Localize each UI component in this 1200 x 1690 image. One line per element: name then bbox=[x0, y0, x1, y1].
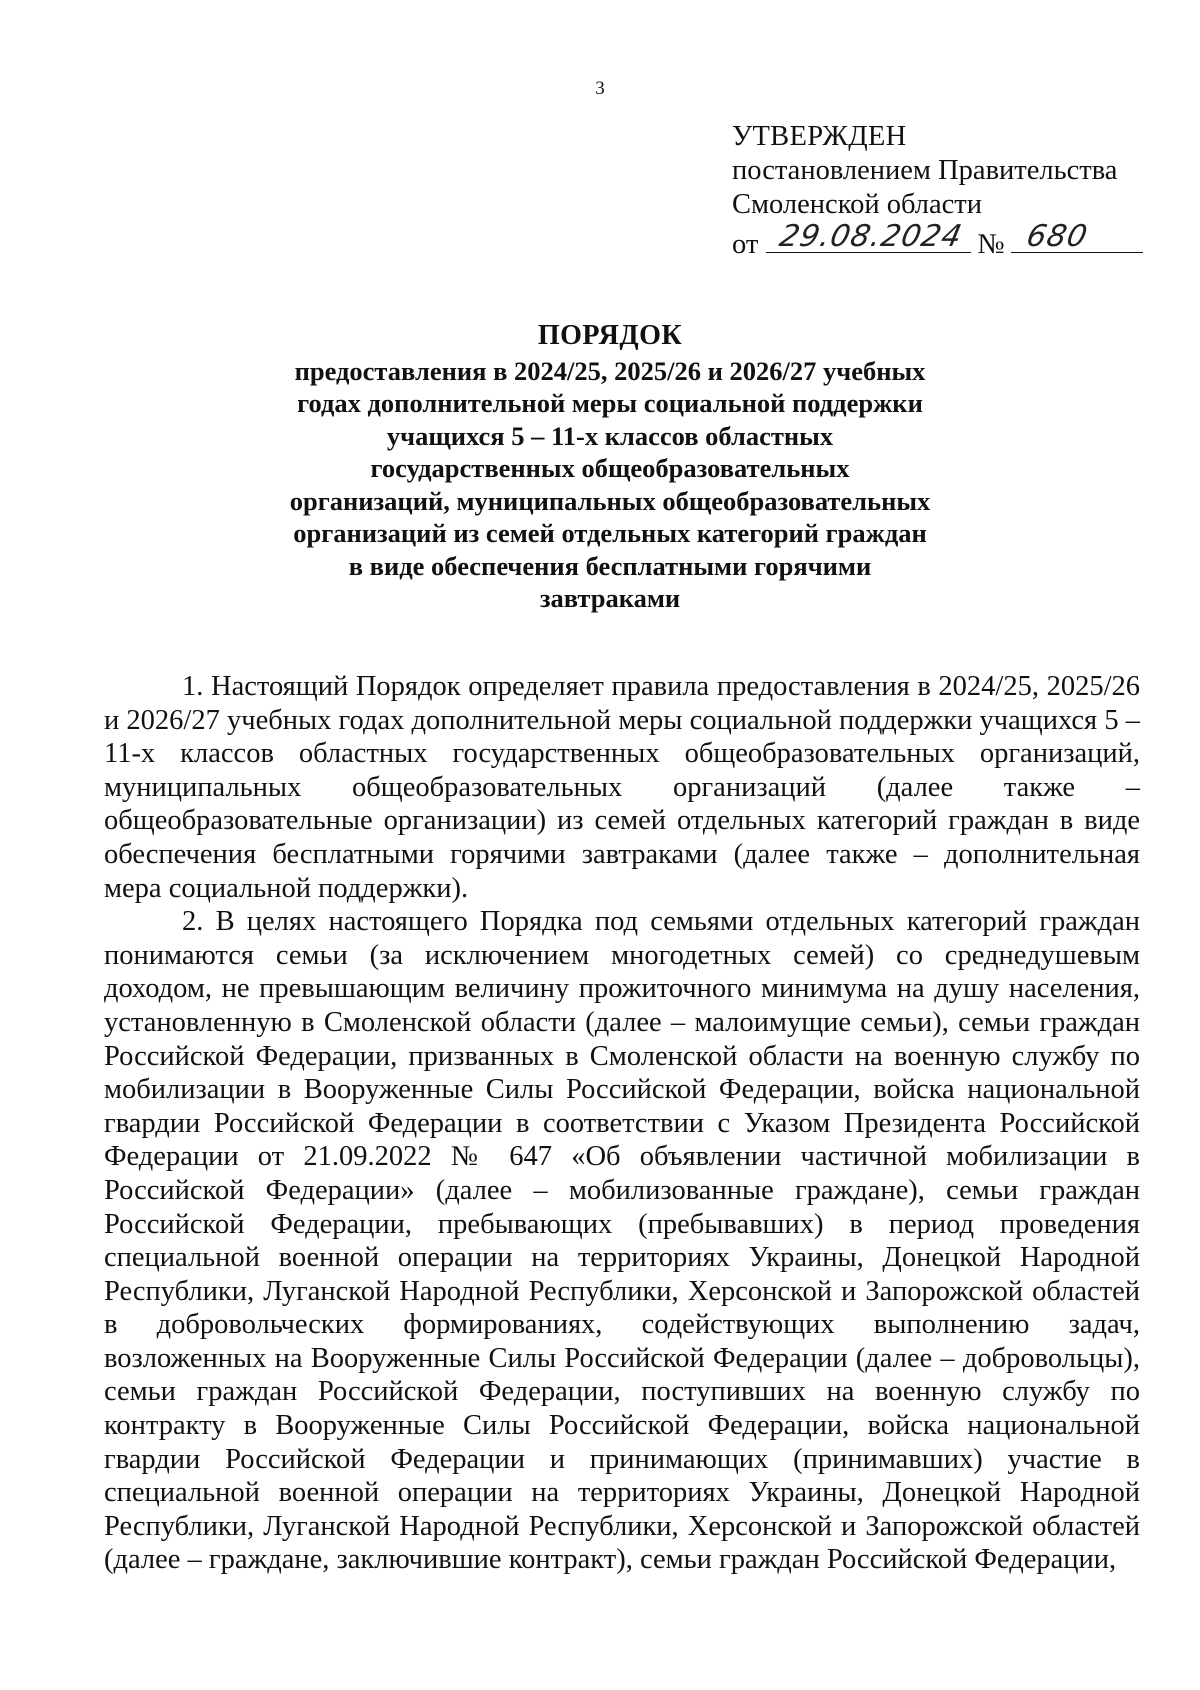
approval-line-1: постановлением Правительства bbox=[732, 155, 1118, 186]
title-line: в виде обеспечения бесплатными горячими bbox=[348, 550, 872, 581]
title-line: учащихся 5 – 11-х классов областных bbox=[386, 420, 834, 451]
document-body bbox=[104, 670, 1140, 1577]
paragraph-1: 1. Настоящий Порядок определяет правила предоставления в 2024/25, 2025/26 и 2026/27 учебных годах дополнительной меры социальной поддержки учащихся 5 – 11-х классов областных государственных общеобразовательных организаций, муниципальных общеобразовательных организаций (далее также – общеобразовательные организации) из семей отдельных категорий граждан в виде обеспечения бесплатными горячими завтраками (далее также – дополнительная мера социальной поддержки). bbox=[104, 671, 1140, 904]
number-line bbox=[1011, 219, 1143, 254]
approval-stamp bbox=[732, 120, 1143, 262]
approval-title: УТВЕРЖДЕН bbox=[732, 121, 907, 152]
title-line: завтраками bbox=[539, 583, 681, 613]
title-line: предоставления в 2024/25, 2025/26 и 2026/27 учебных bbox=[294, 355, 926, 386]
number-prefix: № bbox=[977, 229, 1005, 260]
document-heading: ПОРЯДОК bbox=[537, 320, 683, 351]
page-number: 3 bbox=[595, 78, 605, 99]
approval-date-row bbox=[732, 219, 1143, 262]
title-line: государственных общеобразовательных bbox=[370, 453, 850, 483]
handwritten-date: 29.08.2024 bbox=[776, 219, 966, 254]
title-line: годах дополнительной меры социальной поддержки bbox=[297, 388, 923, 418]
document-title-block bbox=[260, 320, 960, 615]
date-prefix: от bbox=[732, 229, 759, 260]
title-line: организаций из семей отдельных категорий граждан bbox=[293, 518, 927, 548]
title-line: организаций, муниципальных общеобразовательных bbox=[289, 485, 931, 516]
approval-line-2: Смоленской области bbox=[732, 189, 982, 220]
handwritten-number: 680 bbox=[1022, 219, 1091, 254]
date-line bbox=[766, 219, 971, 254]
paragraph-2: 2. В целях настоящего Порядка под семьями отдельных категорий граждан понимаются семьи (за исключением многодетных семей) со среднедушевым доходом, не превышающим величину прожиточного минимума на душу населения, установленную в Смоленской области (далее – малоимущие семьи), семьи граждан Российской Федерации, призванных в Смоленской области на военную службу по мобилизации в Вооруженные Силы Российской Федерации, войска национальной гвардии Российской Федерации в соответствии с Указом Президента Российской Федерации от 21.09.2022 № 647 «Об объявлении частичной мобилизации в Российской Федерации» (далее – мобилизованные граждане), семьи граждан Российской Федерации, пребывающих (пребывавших) в период проведения специальной военной операции на территориях Украины, Донецкой Народной Республики, Луганской Народной Республики, Херсонской и Запорожской областей в добровольческих формированиях, содействующих выполнению задач, возложенных на Вооруженные Силы Российской Федерации (далее – добровольцы), семьи граждан Российской Федерации, поступивших на военную службу по контракту в Вооруженные Силы Российской Федерации, войска национальной гвардии Российской Федерации и принимающих (принимавших) участие в специальной военной операции на территориях Украины, Донецкой Народной Республики, Луганской Народной Республики, Херсонской и Запорожской областей (далее – граждане, заключившие контракт), семьи граждан Российской Федерации, bbox=[104, 906, 1140, 1576]
